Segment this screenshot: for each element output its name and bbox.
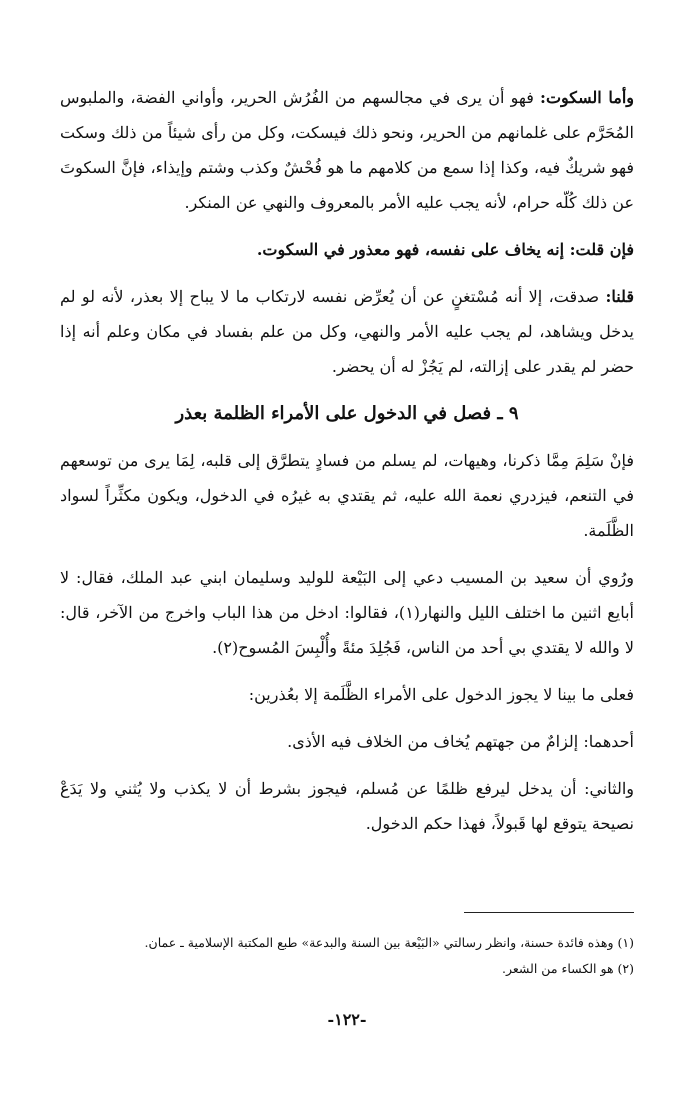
- paragraph-objection: فإن قلت: إنه يخاف على نفسه، فهو معذور في السكوت.: [256, 240, 634, 259]
- section-heading: ٩ ـ فصل في الدخول على الأمراء الظلمة بعذر: [175, 403, 519, 424]
- paragraph-first-excuse: أحدهما: إلزامٌ من جهتهم يُخاف من الخلاف فيه الأذى.: [287, 732, 634, 751]
- paragraph-narration: ورُوي أن سعيد بن المسيب دعي إلى البَيْعة للوليد وسليمان ابني عبد الملك، فقال: لا أبايع اثنين ما اختلف الليل والنهار(١)، فقالوا: ادخل من هذا الباب واخرج من الآخر، قال: لا والله لا يقتدي بي أحد من الناس، فَجُلِدَ مئةً وأُلْبِسَ المُسوح(٢).: [60, 568, 635, 657]
- paragraph-corruption: فإنْ سَلِمَ مِمَّا ذكرنا، وهيهات، لم يسلم من فسادٍ يتطرَّق إلى قلبه، لِمَا يرى من توسعهم في التنعم، فيزدري نعمة الله عليه، ثم يقتدي به غيرُه في الدخول، ويكون مكثِّراً لسواد الظَّلَمة.: [60, 451, 634, 540]
- paragraph-conclusion: فعلى ما بينا لا يجوز الدخول على الأمراء الظَّلَمة إلا بعُذرين:: [248, 685, 634, 704]
- paragraph-lead: قلنا:: [605, 287, 634, 306]
- footnotes: [60, 930, 634, 982]
- paragraph-body: فهو أن يرى في مجالسهم من الفُرُش الحرير، وأواني الفضة، والملبوس المُحَرَّم على غلمانهم من الحرير، ونحو ذلك فيسكت، وكل من رأى شيئاً من ذلك وسكت فهو شريكٌ فيه، وكذا إذا سمع من كلامهم ما هو فُحْشٌ وكذب وشتم وإيذاء، فإنَّ السكوتَ عن ذلك كُلّه حرام، لأنه يجب عليه الأمر بالمعروف والنهي عن المنكر.: [60, 88, 634, 212]
- footnote-2: (٢) هو الكساء من الشعر.: [502, 961, 634, 976]
- paragraph-silence: [60, 80, 634, 220]
- page-number: -١٢٢-: [327, 1010, 367, 1029]
- footnote-1: (١) وهذه فائدة حسنة، وانظر رسالتي «البَيْعة بين السنة والبدعة» طبع المكتبة الإسلامية ـ عمان.: [144, 935, 634, 950]
- main-text: [60, 80, 634, 853]
- paragraph-reply: [60, 279, 634, 384]
- paragraph-body: صدقت، إلا أنه مُسْتغنٍ عن أن يُعرِّض نفسه لارتكاب ما لا يباح إلا بعذر، لأنه لو لم يدخل ويشاهد، لم يجب عليه الأمر والنهي، وكل من علم بفساد في مكان وعلم أنه إذا حضر لم يقدر على إزالته، لم يَجُزْ له أن يحضر.: [60, 287, 634, 376]
- paragraph-lead: وأما السكوت:: [540, 88, 634, 107]
- footnote-divider: [464, 912, 634, 913]
- paragraph-second-excuse: والثاني: أن يدخل ليرفع ظلمًا عن مُسلم، فيجوز بشرط أن لا يكذب ولا يُثني ولا يَدَعْ نصيحة يتوقع لها قَبولاً، فهذا حكم الدخول.: [60, 779, 634, 833]
